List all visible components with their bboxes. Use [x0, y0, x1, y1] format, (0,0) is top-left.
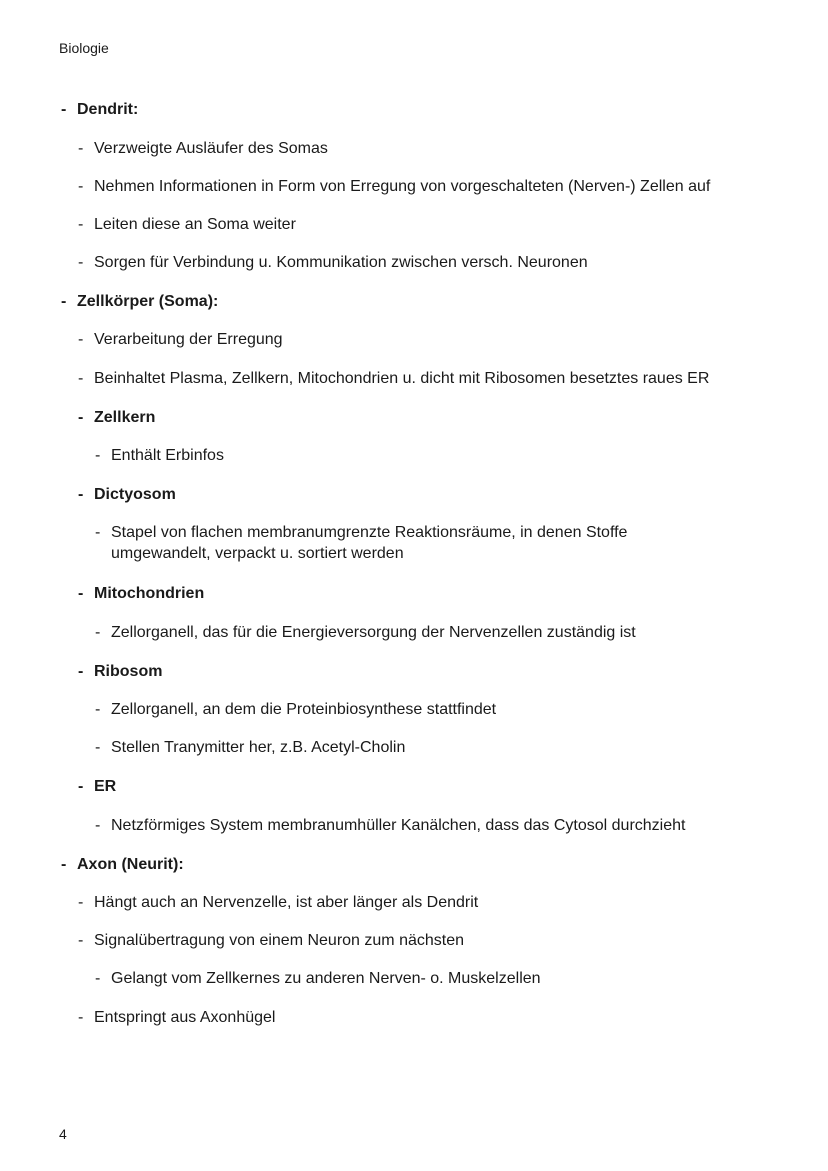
subsection-heading: - Dictyosom	[78, 486, 176, 503]
item-text: Verzweigte Ausläufer des Somas	[94, 140, 328, 157]
list-item: - Zellorganell, das für die Energieversorgung der Nervenzellen zuständig ist	[95, 624, 636, 641]
list-item: - Netzförmiges System membranumhüller Kanälchen, dass das Cytosol durchzieht	[95, 817, 686, 834]
item-text: Hängt auch an Nervenzelle, ist aber länger als Dendrit	[94, 894, 479, 911]
list-item: - Nehmen Informationen in Form von Erregung von vorgeschalteten (Nerven-) Zellen auf	[78, 178, 711, 195]
item-text: Signalübertragung von einem Neuron zum nächsten	[94, 932, 465, 949]
list-item: - Verarbeitung der Erregung	[78, 331, 283, 348]
subsection-heading: - Ribosom	[78, 663, 163, 680]
item-text: Zellkörper (Soma):	[77, 293, 219, 310]
item-text: Netzförmiges System membranumhüller Kanälchen, dass das Cytosol durchzieht	[111, 817, 686, 834]
section-heading: - Zellkörper (Soma):	[61, 293, 219, 310]
item-text: Stapel von flachen membranumgrenzte Reaktionsräume, in denen Stoffe umgewandelt, verpackt u. sortiert werden	[111, 524, 628, 562]
item-text: Enthält Erbinfos	[111, 447, 224, 464]
page-header-subject: Biologie	[59, 40, 109, 56]
list-item: - Stapel von flachen membranumgrenzte Reaktionsräume, in denen Stoffe umgewandelt, verpackt u. sortiert werden	[95, 524, 628, 562]
item-text: Nehmen Informationen in Form von Erregung von vorgeschalteten (Nerven-) Zellen auf	[94, 178, 711, 195]
item-text: Beinhaltet Plasma, Zellkern, Mitochondrien u. dicht mit Ribosomen besetztes raues ER	[94, 370, 710, 387]
subsection-heading: - Zellkern	[78, 409, 156, 426]
item-text: ER	[94, 778, 117, 795]
section-heading: - Axon (Neurit):	[61, 856, 184, 873]
item-text: Entspringt aus Axonhügel	[94, 1009, 276, 1026]
item-text: Gelangt vom Zellkernes zu anderen Nerven- o. Muskelzellen	[111, 970, 541, 987]
item-text: Dictyosom	[94, 486, 176, 503]
list-item: - Gelangt vom Zellkernes zu anderen Nerven- o. Muskelzellen	[95, 970, 541, 987]
section-heading: - Dendrit:	[61, 101, 139, 118]
item-text: Mitochondrien	[94, 585, 205, 602]
list-item: - Stellen Tranymitter her, z.B. Acetyl-Cholin	[95, 739, 406, 756]
item-text: Axon (Neurit):	[77, 856, 184, 873]
item-text: Zellkern	[94, 409, 156, 426]
list-item: - Beinhaltet Plasma, Zellkern, Mitochondrien u. dicht mit Ribosomen besetztes raues ER	[78, 370, 710, 387]
list-item: - Signalübertragung von einem Neuron zum nächsten	[78, 932, 465, 949]
item-text: Verarbeitung der Erregung	[94, 331, 283, 348]
list-item: - Leiten diese an Soma weiter	[78, 216, 296, 233]
item-text: Zellorganell, an dem die Proteinbiosynthese stattfindet	[111, 701, 497, 718]
list-item: - Sorgen für Verbindung u. Kommunikation zwischen versch. Neuronen	[78, 254, 588, 271]
item-text: Dendrit:	[77, 101, 139, 118]
item-text: Stellen Tranymitter her, z.B. Acetyl-Cholin	[111, 739, 406, 756]
subsection-heading: - ER	[78, 778, 117, 795]
subsection-heading: - Mitochondrien	[78, 585, 205, 602]
list-item: - Hängt auch an Nervenzelle, ist aber länger als Dendrit	[78, 894, 479, 911]
list-item: - Entspringt aus Axonhügel	[78, 1009, 276, 1026]
list-item: - Verzweigte Ausläufer des Somas	[78, 140, 328, 157]
item-text: Leiten diese an Soma weiter	[94, 216, 296, 233]
page-number: 4	[59, 1126, 67, 1142]
list-item: - Zellorganell, an dem die Proteinbiosynthese stattfindet	[95, 701, 497, 718]
item-text: Ribosom	[94, 663, 163, 680]
item-text: Zellorganell, das für die Energieversorgung der Nervenzellen zuständig ist	[111, 624, 636, 641]
item-text: Sorgen für Verbindung u. Kommunikation zwischen versch. Neuronen	[94, 254, 588, 271]
list-item: - Enthält Erbinfos	[95, 447, 224, 464]
